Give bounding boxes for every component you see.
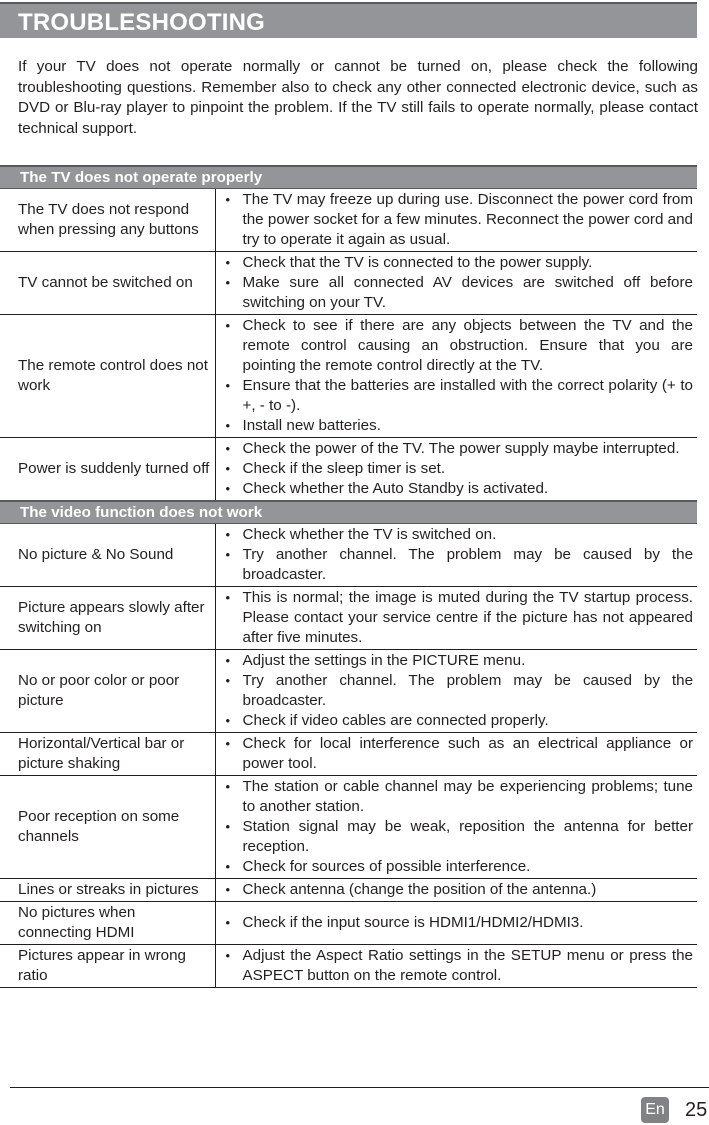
- solution-item: • Check if video cables are connected properly.: [226, 711, 694, 731]
- table-row: [0, 945, 697, 988]
- solution-item: • Try another channel. The problem may be caused by the broadcaster.: [226, 545, 694, 585]
- solution-cell: [215, 524, 697, 587]
- problem-cell: TV cannot be switched on: [0, 252, 215, 315]
- solution-item: • Install new batteries.: [226, 416, 694, 436]
- solution-item: • Check antenna (change the position of the antenna.): [226, 880, 694, 900]
- solution-item: • Adjust the settings in the PICTURE menu.: [226, 651, 694, 671]
- language-badge: En: [641, 1097, 669, 1123]
- solution-list: [226, 588, 694, 648]
- solution-item: • Station signal may be weak, reposition the antenna for better reception.: [226, 817, 694, 857]
- footer-divider: [10, 1087, 709, 1088]
- table-row: [0, 189, 697, 252]
- problem-cell: Pictures appear in wrong ratio: [0, 945, 215, 988]
- solution-list: [226, 913, 694, 933]
- table-row: [0, 902, 697, 945]
- section-header: [0, 501, 697, 524]
- section-title: The video function does not work: [0, 501, 697, 524]
- solution-list: [226, 316, 694, 436]
- solution-cell: [215, 902, 697, 945]
- solution-item: • Check to see if there are any objects between the TV and the remote control causing an obstruction. Ensure that you are pointing the remote control directly at the TV.: [226, 316, 694, 376]
- solution-item: • Check that the TV is connected to the power supply.: [226, 253, 694, 273]
- problem-cell: Horizontal/Vertical bar or picture shaking: [0, 733, 215, 776]
- solution-list: [226, 439, 694, 499]
- solution-item: • Adjust the Aspect Ratio settings in the SETUP menu or press the ASPECT button on the remote control.: [226, 946, 694, 986]
- table-row: [0, 315, 697, 438]
- problem-cell: Poor reception on some channels: [0, 776, 215, 879]
- solution-cell: [215, 879, 697, 902]
- section-title: The TV does not operate properly: [0, 166, 697, 189]
- solution-cell: [215, 315, 697, 438]
- solution-item: • Check if the sleep timer is set.: [226, 459, 694, 479]
- title-bar: [0, 2, 697, 38]
- solution-list: [226, 190, 694, 250]
- page-title: TROUBLESHOOTING: [18, 9, 265, 36]
- solution-item: • Check for local interference such as an electrical appliance or power tool.: [226, 734, 694, 774]
- solution-cell: [215, 252, 697, 315]
- problem-cell: No pictures when connecting HDMI: [0, 902, 215, 945]
- solution-item: • This is normal; the image is muted during the TV startup process. Please contact your service centre if the picture has not appeared after five minutes.: [226, 588, 694, 648]
- table-row: [0, 879, 697, 902]
- table-row: [0, 733, 697, 776]
- solution-list: [226, 946, 694, 986]
- solution-cell: [215, 587, 697, 650]
- solution-list: [226, 253, 694, 313]
- page-number: 25: [685, 1099, 708, 1121]
- solution-list: [226, 734, 694, 774]
- table-row: [0, 587, 697, 650]
- solution-cell: [215, 650, 697, 733]
- solution-item: • Try another channel. The problem may be caused by the broadcaster.: [226, 671, 694, 711]
- solution-item: • Check whether the Auto Standby is activated.: [226, 479, 694, 499]
- solution-item: • Make sure all connected AV devices are switched off before switching on your TV.: [226, 273, 694, 313]
- solution-cell: [215, 776, 697, 879]
- solution-cell: [215, 945, 697, 988]
- solution-list: [226, 777, 694, 877]
- solution-item: • Ensure that the batteries are installed with the correct polarity (+ to +, - to -).: [226, 376, 694, 416]
- solution-item: • The station or cable channel may be experiencing problems; tune to another station.: [226, 777, 694, 817]
- problem-cell: The TV does not respond when pressing any buttons: [0, 189, 215, 252]
- intro-paragraph: If your TV does not operate normally or cannot be turned on, please check the following troubleshooting questions. Remember also to check any other connected electronic device, such as DVD or Blu-ray player to pinpoint the problem. If the TV still fails to operate normally, please contact technical support.: [18, 58, 698, 137]
- table-row: [0, 438, 697, 502]
- solution-cell: [215, 438, 697, 502]
- solution-item: • Check for sources of possible interference.: [226, 857, 694, 877]
- problem-cell: Lines or streaks in pictures: [0, 879, 215, 902]
- table-row: [0, 650, 697, 733]
- table-row: [0, 524, 697, 587]
- solution-list: [226, 880, 694, 900]
- solution-list: [226, 525, 694, 585]
- section-header: [0, 166, 697, 189]
- solution-item: • Check if the input source is HDMI1/HDMI2/HDMI3.: [226, 913, 694, 933]
- solution-cell: [215, 733, 697, 776]
- solution-list: [226, 651, 694, 731]
- solution-cell: [215, 189, 697, 252]
- problem-cell: The remote control does not work: [0, 315, 215, 438]
- problem-cell: Power is suddenly turned off: [0, 438, 215, 502]
- table-row: [0, 252, 697, 315]
- solution-item: • Check whether the TV is switched on.: [226, 525, 694, 545]
- problem-cell: No picture & No Sound: [0, 524, 215, 587]
- problem-cell: Picture appears slowly after switching on: [0, 587, 215, 650]
- troubleshooting-table: [0, 165, 697, 988]
- solution-item: • Check the power of the TV. The power supply maybe interrupted.: [226, 439, 694, 459]
- solution-item: • The TV may freeze up during use. Disconnect the power cord from the power socket for a few minutes. Reconnect the power cord and try to operate it again as usual.: [226, 190, 694, 250]
- problem-cell: No or poor color or poor picture: [0, 650, 215, 733]
- table-row: [0, 776, 697, 879]
